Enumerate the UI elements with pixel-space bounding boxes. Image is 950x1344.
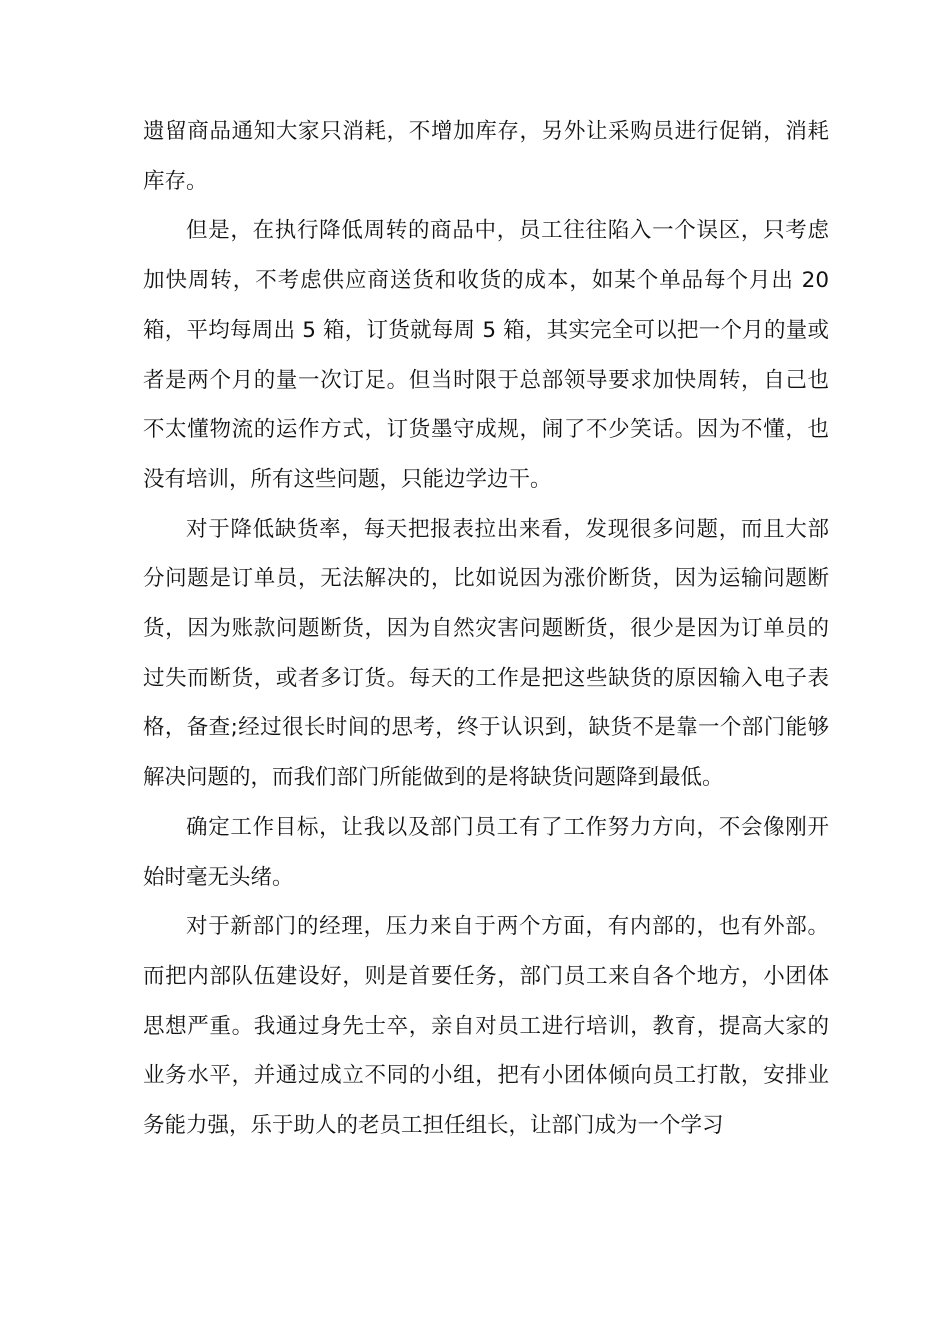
paragraph-1: 遗留商品通知大家只消耗，不增加库存，另外让采购员进行促销，消耗库存。 bbox=[143, 119, 829, 194]
paragraph-3: 对于降低缺货率，每天把报表拉出来看，发现很多问题，而且大部分问题是订单员，无法解决的，比如说因为涨价断货，因为运输问题断货，因为账款问题断货，因为自然灾害问题断货，很少是因为订单员的过失而断货，或者多订货。每天的工作是把这些缺货的原因输入电子表格，备查;经过很长时间的思考，终于认识到，缺货不是靠一个部门能够解决问题的，而我们部门所能做到的是将缺货问题降到最低。 bbox=[143, 516, 829, 791]
paragraph-5: 对于新部门的经理，压力来自于两个方面，有内部的，也有外部。而把内部队伍建设好，则是首要任务，部门员工来自各个地方，小团体思想严重。我通过身先士卒，亲自对员工进行培训，教育，提高大家的业务水平，并通过成立不同的小组，把有小团体倾向员工打散，安排业务能力强，乐于助人的老员工担任组长，让部门成为一个学习 bbox=[143, 914, 829, 1139]
paragraph-4: 确定工作目标，让我以及部门员工有了工作努力方向，不会像刚开始时毫无头绪。 bbox=[143, 814, 829, 890]
document-body bbox=[143, 107, 829, 1151]
paragraph-2: 但是，在执行降低周转的商品中，员工往往陷入一个误区，只考虑加快周转，不考虑供应商送货和收货的成本，如某个单品每个月出 20 箱，平均每周出 5 箱，订货就每周 5 箱，其实完全可以把一个月的量或者是两个月的量一次订足。但当时限于总部领导要求加快周转，自己也不太懂物流的运作方式，订货墨守成规，闹了不少笑话。因为不懂，也没有培训，所有这些问题，只能边学边干。 bbox=[143, 218, 829, 492]
